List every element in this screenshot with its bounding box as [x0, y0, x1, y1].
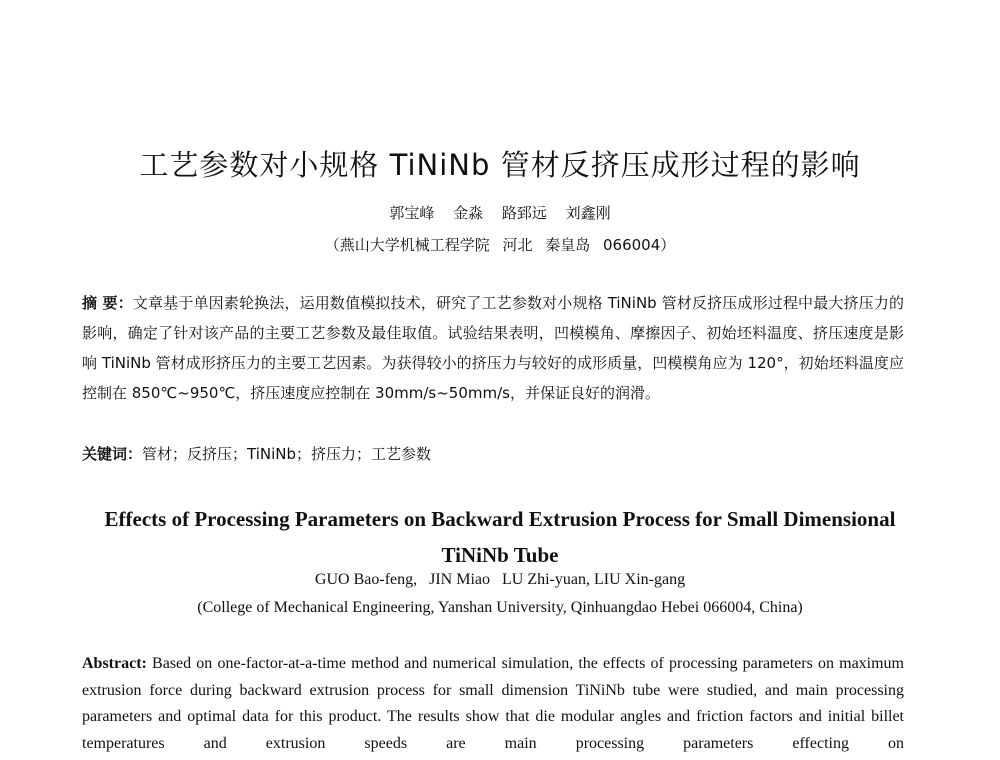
- english-abstract: [82, 651, 904, 757]
- chinese-affiliation: （燕山大学机械工程学院 河北 秦皇岛 066004）: [324, 236, 676, 254]
- english-title: Effects of Processing Parameters on Backward Extrusion Process for Small Dimensional TiNiNb Tube: [104, 507, 896, 567]
- english-abstract-text: Based on one-factor-at-a-time method and numerical simulation, the effects of processing parameters on maximum extrusion force during backward extrusion process for small dimension TiNiNb tube were studied, and main processing parameters and optimal data for this product. The results show that die modular angles and friction factors and initial billet temperatures and extrusion speeds are main processing parameters effecting on: [82, 655, 905, 752]
- english-authors: GUO Bao-feng, JIN Miao LU Zhi-yuan, LIU Xin-gang: [314, 571, 686, 588]
- chinese-authors: 郭宝峰 金淼 路郅远 刘鑫刚: [389, 204, 611, 222]
- chinese-keywords-text: 管材；反挤压；TiNiNb；挤压力；工艺参数: [142, 445, 432, 463]
- english-affiliation: (College of Mechanical Engineering, Yanshan University, Qinhuangdao Hebei 066004, China): [197, 599, 803, 616]
- chinese-title: 工艺参数对小规格 TiNiNb 管材反挤压成形过程的影响: [139, 148, 861, 182]
- english-abstract-label: Abstract:: [82, 655, 147, 672]
- chinese-keywords-label: 关键词：: [82, 445, 143, 463]
- chinese-abstract-label: 摘 要：: [82, 294, 133, 312]
- chinese-keywords: [82, 439, 904, 469]
- chinese-abstract-text: 文章基于单因素轮换法，运用数值模拟技术，研究了工艺参数对小规格 TiNiNb 管材反挤压成形过程中最大挤压力的影响，确定了针对该产品的主要工艺参数及最佳取值。试验结果表明，凹模模角、摩擦因子、初始坯料温度、挤压速度是影响 TiNiNb 管材成形挤压力的主要工艺因素。为获得较小的挤压力与较好的成形质量，凹模模角应为 120°，初始坯料温度应控制在 850℃~950℃，挤压速度应控制在 30mm/s~50mm/s，并保证良好的润滑。: [82, 294, 904, 402]
- chinese-abstract: [82, 288, 904, 408]
